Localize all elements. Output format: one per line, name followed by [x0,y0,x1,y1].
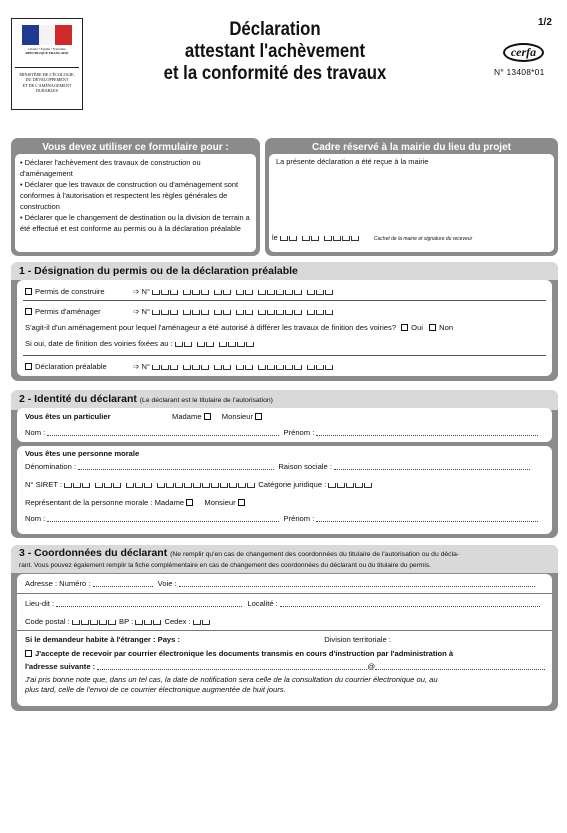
email-user-field[interactable] [97,662,367,670]
declaration-number-field[interactable] [152,363,334,369]
voie-field[interactable] [179,579,535,587]
oui-checkbox[interactable] [401,324,408,331]
usage-list [15,154,256,252]
rep-monsieur-checkbox[interactable] [238,499,245,506]
nom-field[interactable] [47,428,279,436]
non-checkbox[interactable] [429,324,436,331]
denomination-field[interactable] [78,462,274,470]
permis-number-field[interactable] [152,288,334,294]
section-1-title: 1 - Désignation du permis ou de la déclaration préalable [11,262,558,280]
republic-logo [11,18,83,110]
email-domain-field[interactable] [375,662,545,670]
permis-amenager-row: Permis d'aménager ➩ N° [25,307,544,317]
categorie-field[interactable] [328,481,373,487]
rep-prenom-field[interactable] [316,514,538,522]
section-permis [11,262,558,381]
particulier-panel: Vous êtes un particulier Madame Monsieur Nom : Prénom : [17,408,552,442]
lieudit-field[interactable] [56,599,242,607]
ministry-name: MINISTÈRE DE L'ÉCOLOGIE, DU DÉVELOPPEMENT ET DE L'AMÉNAGEMENT DURABLES [19,72,75,93]
codepostal-field[interactable] [72,618,117,624]
amenager-number-field[interactable] [152,308,334,314]
cerfa-logo: cerfa [503,43,544,62]
madame-checkbox[interactable] [204,413,211,420]
division-field[interactable] [393,635,453,643]
mairie-box [265,138,558,256]
email-note: J'ai pris bonne note que, dans un tel cas, la date de notification sera celle de la consultation du courrier électronique ou, au [25,675,438,684]
section-2-title: 2 - Identité du déclarant (Le déclarant est le titulaire de l'autorisation) [11,390,558,410]
date-field[interactable] [280,233,360,239]
voiries-question-row: S'agit-il d'un aménagement pour lequel l'aménageur a été autorisé à différer les travaux de finition des voiries? Oui Non [25,323,454,332]
declaration-prealable-row: Déclaration préalable ➩ N° [25,362,544,372]
motto: Liberté • Égalité • Fraternité [28,47,66,51]
voiries-date-field[interactable] [175,340,255,346]
section-3-title: 3 - Coordonnées du déclarant (Ne remplir qu'en cas de changement des coordonnées du titulaire de l'autorisation ou du décla- rant. Vous pouvez également remplir la fiche complémentaire en cas de changement des coordonnées du déclarant ou du titulaire du permis. [11,545,558,573]
permis-amenager-checkbox[interactable] [25,308,32,315]
localite-field[interactable] [280,599,540,607]
logo-divider [15,67,79,68]
usage-item: • Déclarer que le changement de destination ou la division de terrain a été effectué et est conforme au permis ou à la déclaration préalable [20,213,250,233]
bp-field[interactable] [135,618,162,624]
siret-field[interactable] [64,481,256,487]
email-accept-checkbox[interactable] [25,650,32,657]
monsieur-checkbox[interactable] [255,413,262,420]
raison-sociale-field[interactable] [334,462,530,470]
republic-label: RÉPUBLIQUE FRANÇAISE [25,51,69,55]
page-title: Déclaration attestant l'achèvement et la conformité des travaux [163,18,387,84]
mairie-date: le Cachet de la mairie et signature du receveur [272,233,473,242]
pays-field[interactable] [182,635,322,643]
permis-construire-row: Permis de construire ➩ N° [25,287,544,297]
mairie-stamp-label: Cachet de la mairie et signature du receveur [373,236,473,242]
mairie-received: La présente déclaration a été reçue à la mairie [276,157,429,166]
usage-item: • Déclarer l'achèvement des travaux de construction ou d'aménagement [20,158,201,178]
voiries-date-row: Si oui, date de finition des voiries fixées au : [25,339,544,349]
morale-panel: Vous êtes une personne morale Dénomination : Raison sociale : N° SIRET : Catégorie juridique : Représentant de la personne morale : Madame Monsieur Nom : Prénom : [17,446,552,534]
rep-madame-checkbox[interactable] [186,499,193,506]
usage-box [11,138,260,256]
numero-field[interactable] [93,579,153,587]
rep-nom-field[interactable] [47,514,279,522]
marianne-flag-icon [22,25,72,45]
section-identite [11,390,558,538]
cerfa-number: N° 13408*01 [494,67,545,77]
cedex-field[interactable] [193,618,211,624]
mairie-title: Cadre réservé à la mairie du lieu du projet [312,142,511,153]
permis-construire-checkbox[interactable] [25,288,32,295]
usage-title: Vous devez utiliser ce formulaire pour : [42,142,229,153]
declaration-prealable-checkbox[interactable] [25,363,32,370]
prenom-field[interactable] [316,428,538,436]
page-number: 1/2 [538,17,552,28]
section-coordonnees: 3 - Coordonnées du déclarant (Ne remplir qu'en cas de changement des coordonnées du titulaire de l'autorisation ou du décla- rant. Vous pouvez également remplir la fiche complémentaire en cas de changement des coordonnées du déclarant ou du titulaire du permis. Adresse : Numéro : Voie : Lieu-dit : Localité : Code postal : BP : Cedex : Si le demandeur habite à l'étranger : Pays : Division territoriale : J'accepte de recevoir par courrier électronique les documents transmis en cours d'instruction par l'administration à l'adresse suivante : @ J'ai pris bonne note que, dans un tel cas, la date de notification sera celle de la consultation du courrier électronique ou, au plus tard, celle de l'envoi de ce courrier électronique augmentée de huit jours. [11,545,558,711]
usage-item: • Déclarer que les travaux de construction ou d'aménagement sont conformes à l'autorisation et respectent les règles générales de construction [20,180,239,211]
